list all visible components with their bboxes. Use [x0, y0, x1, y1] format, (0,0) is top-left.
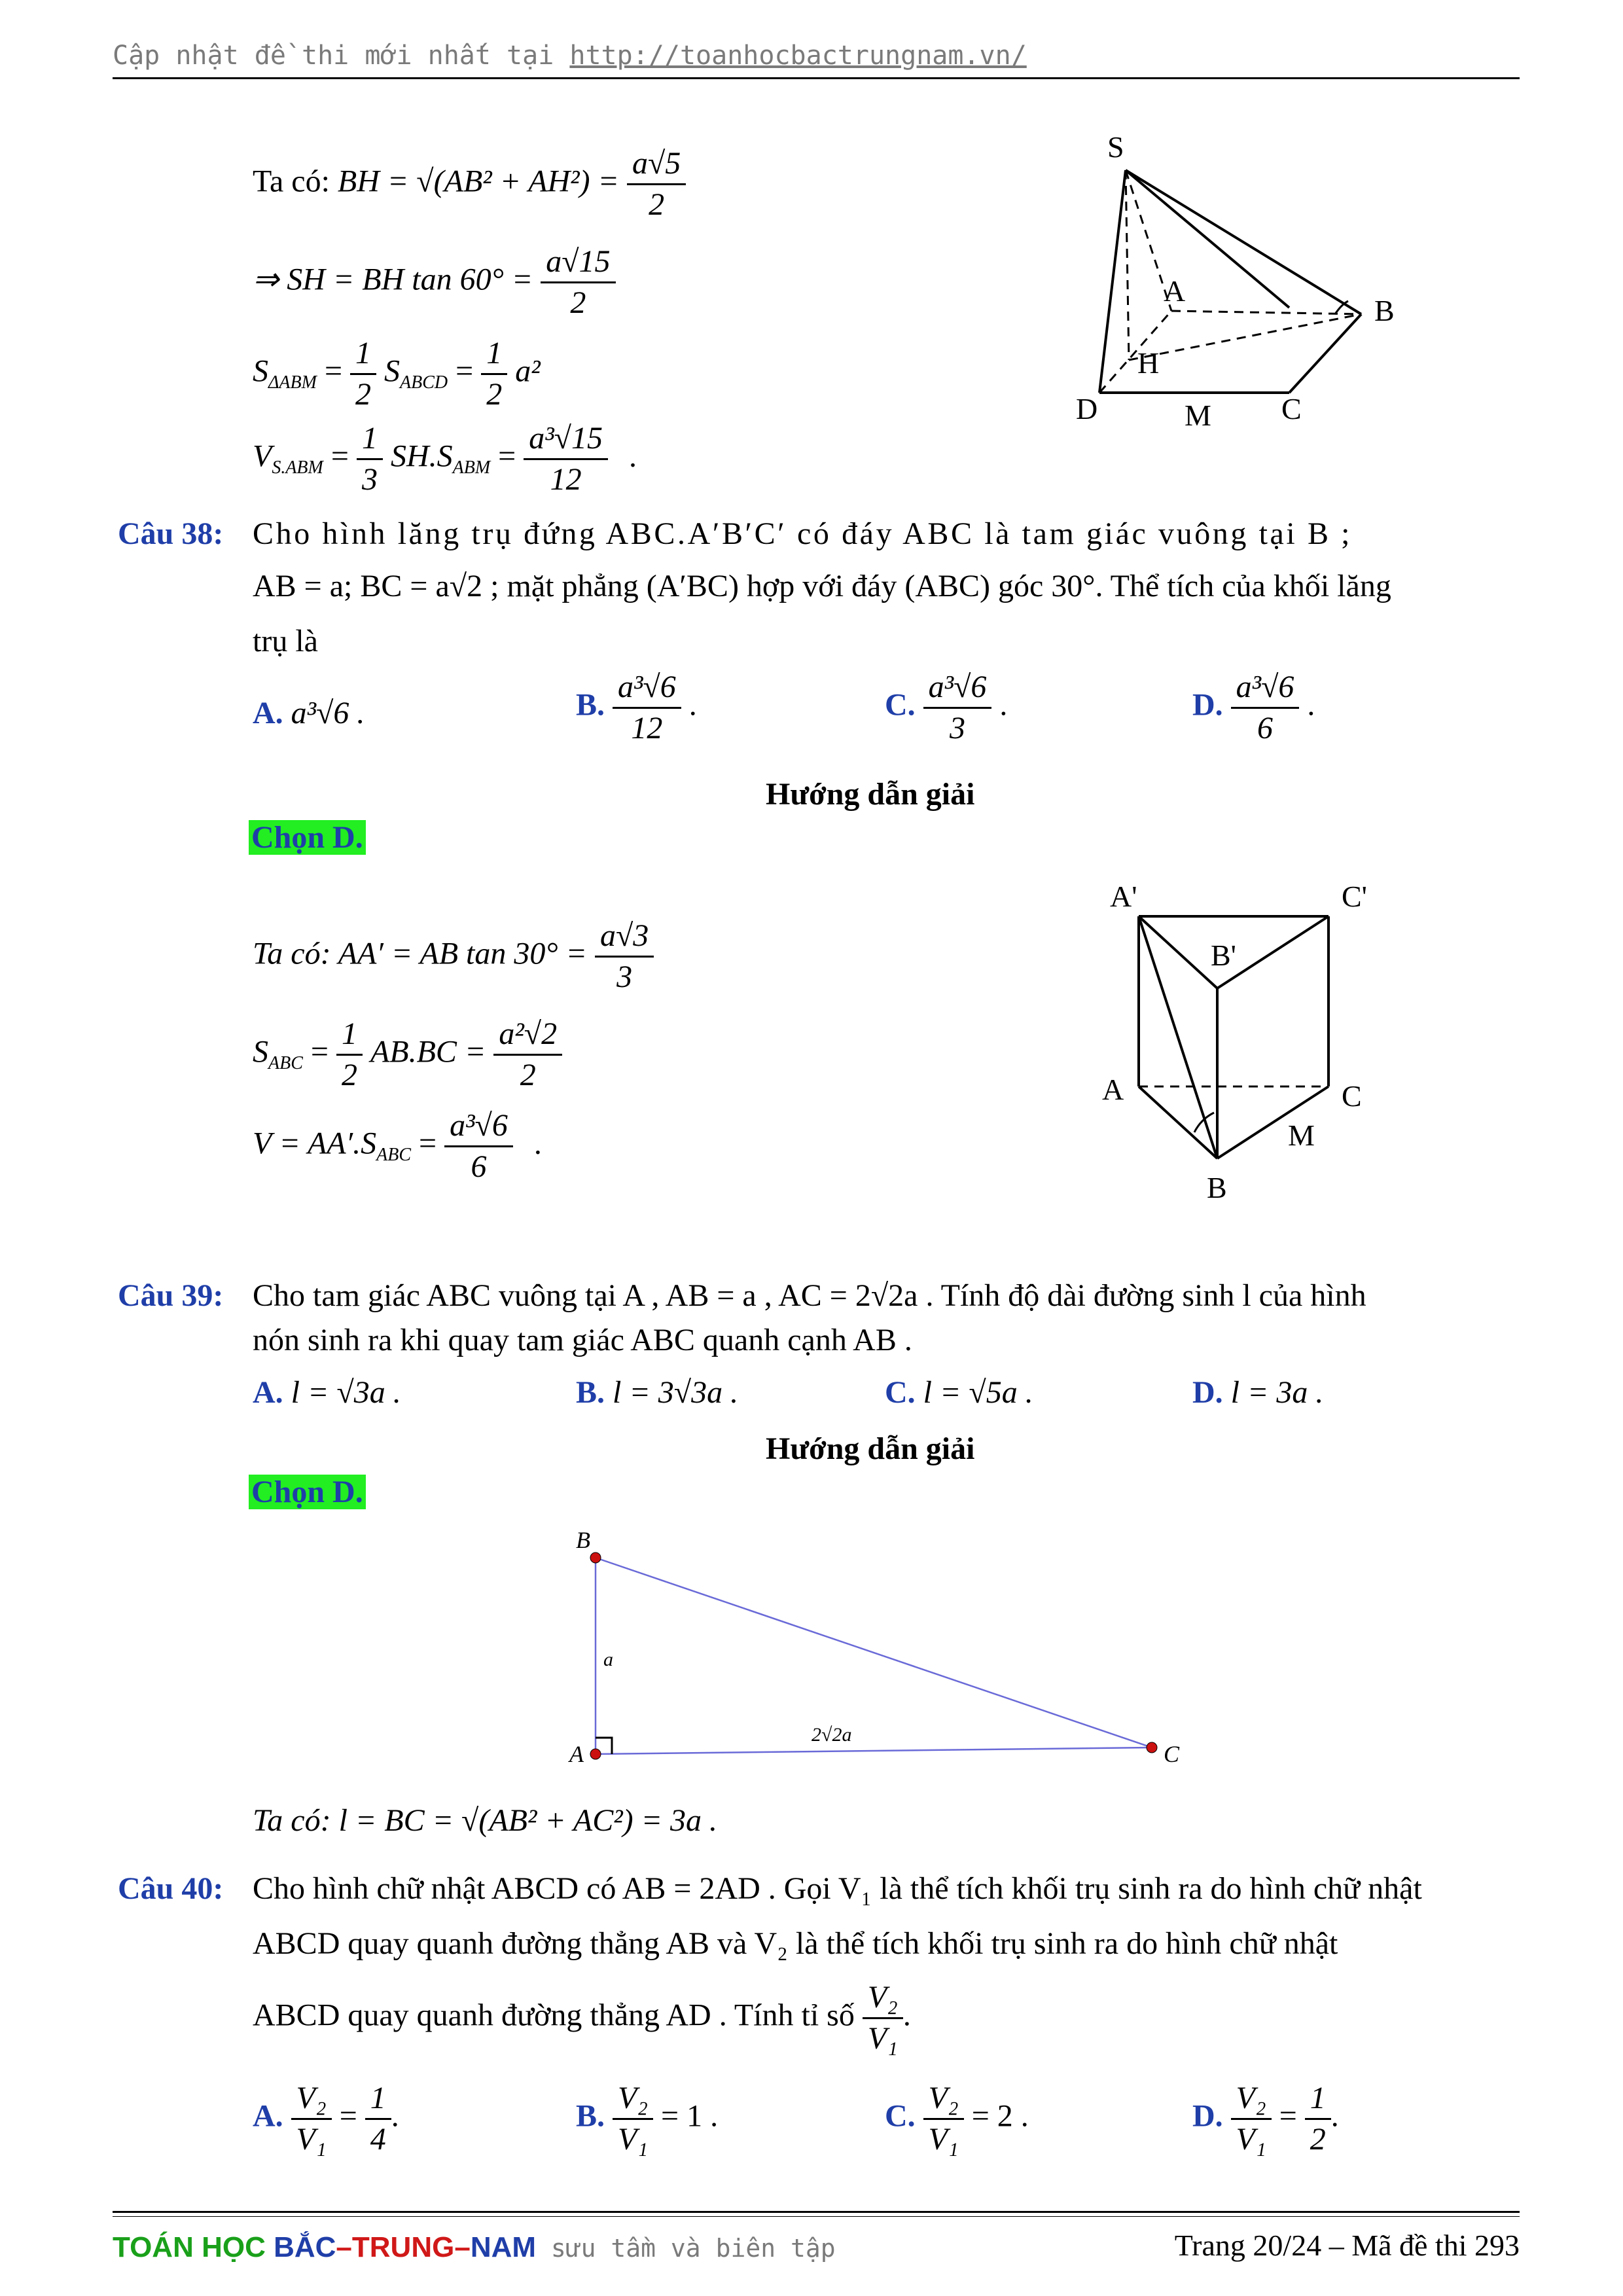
q40-text-l2: ABCD quay quanh đường thẳng AB và V₂ là thể tích khối trụ sinh ra do hình chữ nhật	[253, 1926, 1338, 1961]
q38-option-a: A. a³√6 .	[253, 696, 365, 730]
label-M: M	[1288, 1119, 1315, 1152]
q40-option-b: B. $\frac{\text{V₂}}{\text{V₁}}$ = 1 .	[576, 2079, 718, 2159]
label-B: B	[1207, 1171, 1227, 1204]
header-link[interactable]: http://toanhocbactrungnam.vn/	[569, 41, 1027, 71]
q37-sol-line1: Ta có: BH = √(AB² + AH²) = $\frac{a√5}{2}$	[253, 144, 686, 224]
q38-answer: Chọn D.	[249, 818, 366, 857]
label-D: D	[1076, 392, 1098, 425]
q40-label: Câu 40:	[118, 1871, 224, 1906]
q39-solution: Ta có: l = BC = √(AB² + AC²) = 3a .	[253, 1803, 718, 1838]
header-rule	[113, 77, 1520, 79]
label-A-prime: A'	[1110, 880, 1137, 913]
label-C: C	[1281, 392, 1302, 425]
label-S: S	[1107, 130, 1124, 164]
q40-option-d: D. $\frac{\text{V₂}}{\text{V₁}}$ = $\frac{1}{2}$ .	[1192, 2079, 1339, 2159]
q39-guide-heading: Hướng dẫn giải	[766, 1431, 975, 1466]
prism-figure	[1086, 870, 1414, 1211]
q38-sol-line3: $V = AA'.S_{ABC}$ = $\frac{\text{a³√6}}{6}$ .	[253, 1106, 542, 1187]
q38-text-l1: Cho hình lăng trụ đứng ABC.A′B′C′ có đáy ABC là tam giác vuông tại B ;	[253, 516, 1353, 551]
q38-text-l2: AB = a; BC = a√2 ; mặt phẳng (A′BC) hợp với đáy (ABC) góc 30°. Thể tích của khối lăng	[253, 569, 1391, 603]
side-ac-label: 2√2a	[812, 1724, 852, 1746]
q38-option-c: C. $\frac{\text{a³√6}}{3}$ .	[885, 668, 1007, 748]
label-B-prime: B'	[1211, 939, 1236, 972]
q38-text-l3: trụ là	[253, 624, 318, 658]
q40-text-l3: ABCD quay quanh đường thẳng AD . Tính tỉ số $\frac{\text{V₂}}{\text{V₁}}$ .	[253, 1978, 911, 2058]
q39-option-d: D. l = 3a .	[1192, 1375, 1324, 1410]
label-H: H	[1137, 346, 1160, 380]
q37-sol-line3: $S_{\Delta ABM}$ = $\frac{1}{2}$ $S_{ABCD}$ = $\frac{1}{2}$ a²	[253, 334, 541, 414]
label-C: C	[1342, 1079, 1362, 1113]
q40-text-l1: Cho hình chữ nhật ABCD có AB = 2AD . Gọi V₁ là thể tích khối trụ sinh ra do hình chữ nhật	[253, 1871, 1422, 1906]
footer-rule-bottom	[113, 2216, 1520, 2217]
label-A: A	[1102, 1073, 1124, 1106]
footer-rule-top	[113, 2211, 1520, 2213]
pyramid-figure	[1047, 118, 1414, 445]
label-M: M	[1185, 399, 1211, 432]
q38-sol-line1: Ta có: AA′ = AB tan 30° = $\frac{a√3}{3}$	[253, 916, 654, 997]
label-C-prime: C'	[1342, 880, 1367, 913]
q39-answer: Chọn D.	[249, 1473, 366, 1512]
label-B: B	[1374, 294, 1395, 327]
q39-label: Câu 39:	[118, 1278, 224, 1313]
q38-guide-heading: Hướng dẫn giải	[766, 777, 975, 812]
q39-option-c: C. l = √5a .	[885, 1375, 1033, 1410]
label-A: A	[1164, 274, 1186, 308]
q38-label: Câu 38:	[118, 516, 224, 551]
header-prefix: Cập nhật đề thi mới nhất tại	[113, 41, 554, 71]
q37-sol-line4: $V_{S.ABM}$ = $\frac{1}{3}$ $SH.S_{ABM}$ = $\frac{\text{a³√15}}{12}$ .	[253, 419, 637, 499]
footer-brand: TOÁN HỌC BẮC–TRUNG–NAM sưu tầm và biên tập	[113, 2231, 836, 2263]
footer-page-number: Trang 20/24 – Mã đề thi 293	[1174, 2229, 1520, 2262]
page-header	[113, 41, 1027, 71]
label-B: B	[576, 1527, 590, 1553]
q39-text-l2: nón sinh ra khi quay tam giác ABC quanh cạnh AB .	[253, 1323, 912, 1357]
label-A: A	[569, 1741, 584, 1767]
q40-option-c: C. $\frac{\text{V₂}}{\text{V₁}}$ = 2 .	[885, 2079, 1029, 2159]
triangle-figure	[563, 1518, 1230, 1780]
q38-sol-line2: $S_{ABC}$ = $\frac{1}{2}$ AB.BC = $\frac{\text{a²√2}}{2}$	[253, 1014, 562, 1095]
q40-option-a: A. $\frac{\text{V₂}}{\text{V₁}}$ = $\frac{1}{4}$ .	[253, 2079, 399, 2159]
label-C: C	[1164, 1741, 1180, 1767]
q39-option-a: A. l = √3a .	[253, 1375, 401, 1410]
q39-option-b: B. l = 3√3a .	[576, 1375, 739, 1410]
q38-option-d: D. $\frac{\text{a³√6}}{6}$ .	[1192, 668, 1315, 748]
q39-text-l1: Cho tam giác ABC vuông tại A , AB = a , AC = 2√2a . Tính độ dài đường sinh l của hình	[253, 1278, 1366, 1313]
side-ab-label: a	[603, 1649, 613, 1670]
q38-option-b: B. $\frac{\text{a³√6}}{12}$ .	[576, 668, 697, 748]
q37-sol-line2: ⇒ SH = BH tan 60° = $\frac{a√15}{2}$	[253, 242, 616, 323]
